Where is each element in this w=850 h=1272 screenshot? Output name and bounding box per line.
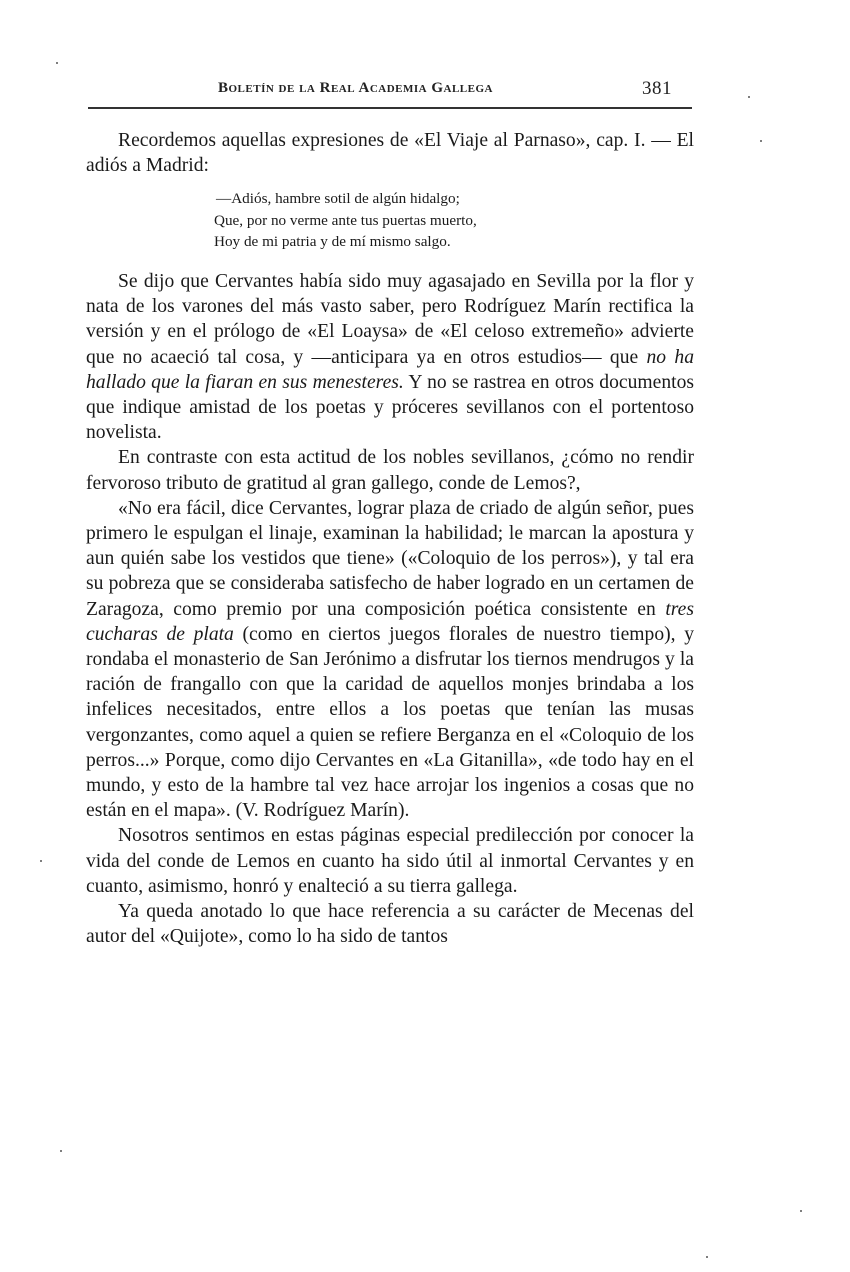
paragraph-sevilla xyxy=(86,269,694,445)
paragraph-nosotros: Nosotros sentimos en estas páginas especial predilección por conocer la vida del conde de Lemos en cuanto ha sido útil al inmortal Cervantes y en cuanto, asimismo, honró y enalteció a su tierra gallega. xyxy=(86,825,694,897)
paragraph-intro: Recordemos aquellas expresiones de «El Viaje al Parnaso», cap. I. — El adiós a Madrid: xyxy=(86,130,694,177)
paragraph-contraste: En contraste con esta actitud de los nobles sevillanos, ¿cómo no rendir fervoroso tributo de gratitud al gran gallego, conde de Lemos?, xyxy=(86,447,694,494)
scan-speck xyxy=(760,140,762,142)
scan-speck xyxy=(706,1256,708,1258)
italic-run: tres cucharas de plata xyxy=(86,598,694,645)
header-rule xyxy=(88,107,692,109)
italic-run: no ha hallado que la fiaran en sus menesteres. xyxy=(86,346,694,393)
scan-speck xyxy=(60,1150,62,1152)
paragraph-mecenas: Ya queda anotado lo que hace referencia a su carácter de Mecenas del autor del «Quijote», como lo ha sido de tantos xyxy=(86,900,694,948)
page-number: 381 xyxy=(642,78,672,99)
text-run: Se dijo que Cervantes había sido muy agasajado en Sevilla por la flor y nata de los varones del más vasto saber, pero Rodríguez Marín rectifica la versión y en el prólogo de «El Loaysa» de «El celoso extremeño» advierte que no acaeció tal cosa, y —anticipara ya en otros estudios— que xyxy=(86,270,694,368)
scan-speck xyxy=(56,62,58,64)
text-run: Y no se rastrea en otros documentos que indique amistad de los poetas y próceres sevillanos con el portentoso novelista. xyxy=(86,371,694,444)
scan-speck xyxy=(800,1210,802,1212)
verse-line: —Adiós, hambre sotil de algún hidalgo; xyxy=(216,190,460,208)
text-run: «No era fácil, dice Cervantes, lograr plaza de criado de algún señor, pues primero le espulgan el linaje, examinan la habilidad; le marcan la apostura y aun quién sabe los vestidos que tiene» («Coloquio de los perros»), y tal era su pobreza que se consideraba satisfecho de haber logrado en un certamen de Zaragoza, como premio por una composición poética consistente en xyxy=(86,497,694,620)
running-header xyxy=(200,78,680,106)
verse-quote xyxy=(214,188,694,253)
journal-title: Boletín de la Real Academia Gallega xyxy=(218,80,493,96)
paragraph-no-era-facil xyxy=(86,496,694,824)
body-text xyxy=(86,128,694,949)
scan-speck xyxy=(40,860,42,862)
scan-speck xyxy=(748,96,750,98)
verse-line: Hoy de mi patria y de mí mismo salgo. xyxy=(214,233,451,251)
verse-line: Que, por no verme ante tus puertas muerto, xyxy=(214,211,477,229)
text-run: (como en ciertos juegos florales de nuestro tiempo), y rondaba el monasterio de San Jerónimo a disfrutar los tiernos mendrugos y la ración de frangallo con que la caridad de aquellos monjes brindaba a los infelices necesitados, entre ellos a los poetas que tenían las musas vergonzantes, como aquel a quien se refiere Berganza en el «Coloquio de los perros...» Porque, como dijo Cervantes en «La Gitanilla», «de todo hay en el mundo, y esto de la hambre tal vez hace arrojar los ingenios a cosas que no están en el mapa». (V. Rodríguez Marín). xyxy=(86,623,694,822)
